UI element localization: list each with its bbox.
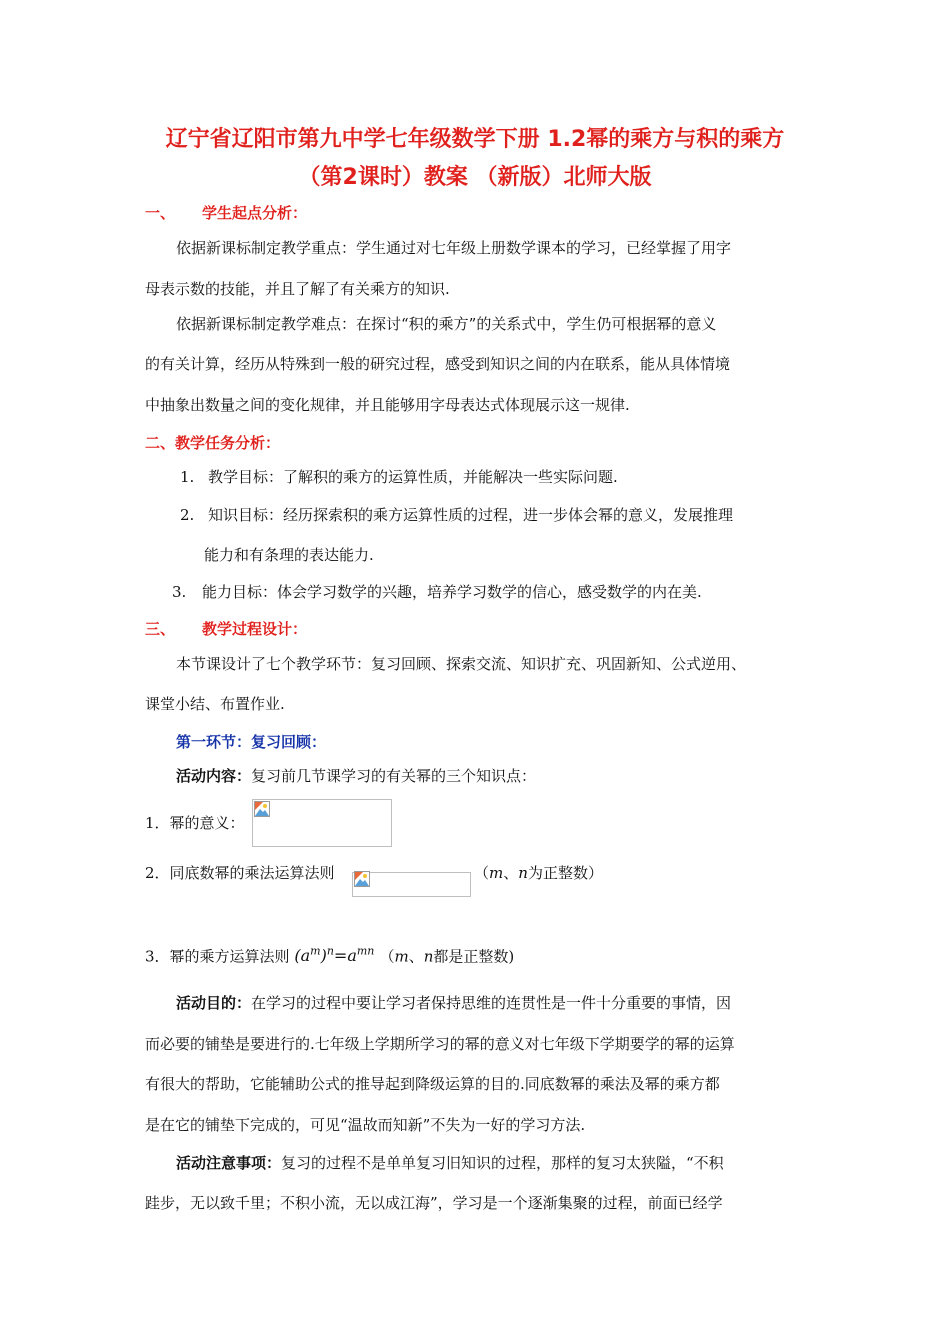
section1-number: 一、 bbox=[145, 204, 176, 222]
paragraph-line: 依据新课标制定教学难点：在探讨“积的乘方”的关系式中，学生仍可根据幂的意义 bbox=[176, 315, 717, 333]
note-paren: （ bbox=[474, 864, 490, 882]
activity-purpose-label: 活动目的： bbox=[176, 994, 252, 1012]
list-item bbox=[180, 505, 733, 525]
broken-image-icon bbox=[254, 801, 270, 817]
document-title-line2: （第2课时）教案 （新版）北师大版 bbox=[298, 165, 652, 190]
knowledge-point-3-label: 3．幂的乘方运算法则 bbox=[145, 947, 290, 966]
formula-base: a bbox=[300, 946, 311, 966]
note-rest: 都是正整数) bbox=[433, 947, 515, 966]
formula-rhs-base: a bbox=[347, 946, 357, 966]
formula-image-placeholder bbox=[352, 872, 471, 897]
list-item bbox=[172, 582, 702, 602]
knowledge-point-2-note bbox=[474, 863, 603, 883]
activity-content-text: 复习前几节课学习的有关幂的三个知识点： bbox=[251, 767, 537, 785]
activity-purpose bbox=[176, 993, 731, 1013]
note-sep: 、 bbox=[503, 864, 519, 882]
note-var-m: m bbox=[394, 947, 409, 966]
document-title-line1: 辽宁省辽阳市第九中学七年级数学下册 1.2幂的乘方与积的乘方 bbox=[165, 127, 785, 152]
section3-label: 教学过程设计： bbox=[202, 620, 308, 638]
paragraph-line: 是在它的铺垫下完成的，可见“温故而知新”不失为一好的学习方法. bbox=[145, 1116, 586, 1134]
paragraph-line: 依据新课标制定教学重点：学生通过对七年级上册数学课本的学习，已经掌握了用字 bbox=[176, 239, 732, 257]
knowledge-point-1: 1．幂的意义： bbox=[145, 814, 245, 832]
list-item-text: 教学目标：了解积的乘方的运算性质，并能解决一些实际问题. bbox=[208, 468, 618, 486]
section3-number: 三、 bbox=[145, 620, 176, 638]
note-var-m: m bbox=[489, 864, 504, 882]
broken-image-icon bbox=[354, 871, 370, 887]
activity-content-label: 活动内容： bbox=[176, 767, 252, 785]
knowledge-point-2: 2．同底数幂的乘法运算法则 bbox=[145, 864, 335, 882]
list-item bbox=[180, 467, 618, 487]
list-item-text: 能力目标：体会学习数学的兴趣，培养学习数学的信心，感受数学的内在美. bbox=[202, 583, 702, 601]
formula-rhs-exp: mn bbox=[356, 945, 375, 958]
paragraph-line: 本节课设计了七个教学环节：复习回顾、探索交流、知识扩充、巩固新知、公式逆用、 bbox=[176, 655, 747, 673]
knowledge-point-3 bbox=[145, 942, 514, 966]
section3-heading bbox=[145, 618, 307, 639]
formula-exp-n: n bbox=[326, 945, 334, 958]
note-var-n: n bbox=[423, 947, 434, 966]
activity-notes-text: 复习的过程不是单单复习旧知识的过程，那样的复习太狭隘，“不积 bbox=[281, 1154, 724, 1172]
note-rest: 为正整数） bbox=[527, 864, 603, 882]
paragraph-line: 的有关计算，经历从特殊到一般的研究过程，感受到知识之间的内在联系，能从具体情境 bbox=[145, 355, 731, 373]
list-item-number: 1. bbox=[180, 468, 195, 486]
power-rule-formula: $(a^m)^n=a^{mn}$ bbox=[294, 945, 375, 966]
paragraph-line: 而必要的铺垫是要进行的.七年级上学期所学习的幂的意义对七年级下学期要学的幂的运算 bbox=[145, 1035, 735, 1053]
formula-exp-m: m bbox=[310, 945, 321, 958]
paragraph-line: 有很大的帮助，它能辅助公式的推导起到降级运算的目的.同底数幂的乘法及幂的乘方都 bbox=[145, 1075, 720, 1093]
paragraph-line: 课堂小结、布置作业. bbox=[145, 695, 285, 713]
section1-heading bbox=[145, 202, 307, 223]
note-paren: （ bbox=[379, 947, 395, 966]
activity-notes bbox=[176, 1153, 724, 1173]
list-item-number: 3. bbox=[172, 583, 187, 601]
paragraph-line: 跬步，无以致千里；不积小流，无以成江海”，学习是一个逐渐集聚的过程，前面已经学 bbox=[145, 1194, 723, 1212]
list-item-continuation: 能力和有条理的表达能力. bbox=[204, 546, 374, 564]
activity-purpose-text: 在学习的过程中要让学习者保持思维的连贯性是一件十分重要的事情，因 bbox=[251, 994, 732, 1012]
section1-label: 学生起点分析： bbox=[202, 204, 308, 222]
note-sep: 、 bbox=[408, 947, 424, 966]
paragraph-line: 中抽象出数量之间的变化规律，并且能够用字母表达式体现展示这一规律. bbox=[145, 396, 630, 414]
activity-notes-label: 活动注意事项： bbox=[176, 1154, 282, 1172]
list-item-number: 2. bbox=[180, 506, 195, 524]
section2-heading: 二、教学任务分析： bbox=[145, 434, 281, 452]
list-item-text: 知识目标：经历探索积的乘方运算性质的过程，进一步体会幂的意义，发展推理 bbox=[208, 506, 734, 524]
formula-image-placeholder bbox=[252, 799, 392, 847]
activity-content bbox=[176, 766, 536, 786]
note-var-n: n bbox=[518, 864, 528, 882]
paragraph-line: 母表示数的技能，并且了解了有关乘方的知识. bbox=[145, 280, 450, 298]
step1-heading: 第一环节：复习回顾： bbox=[176, 733, 327, 751]
